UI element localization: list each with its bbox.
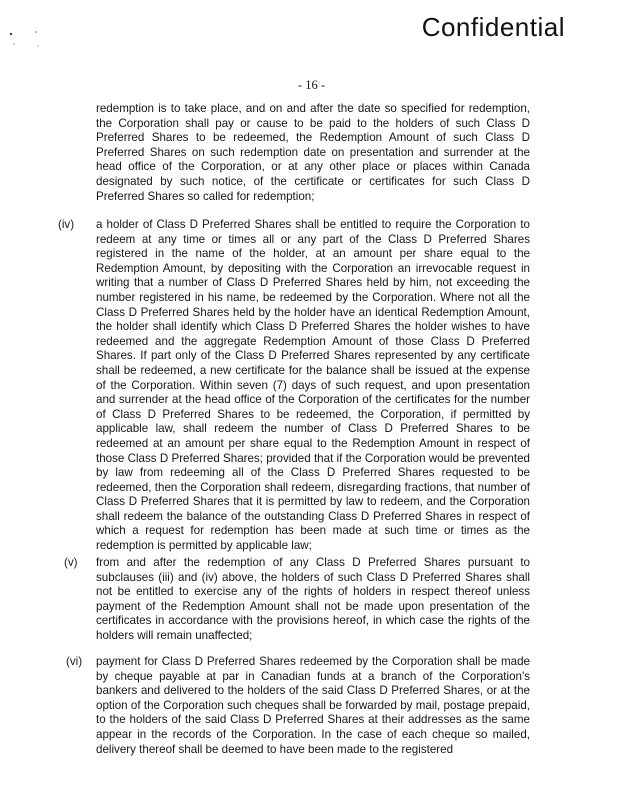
- scan-specks: [8, 30, 48, 60]
- clause-text: from and after the redemption of any Class D Preferred Shares pursuant to subclauses (iii) and (iv) above, the holders of such Class D Preferred Shares shall not be entitled to exercise any of the rights of holders in respect thereof unless payment of the Redemption Amount shall not be made upon presentation of the certificates in accordance with the provisions hereof, in which case the rights of the holders will remain unaffected;: [96, 556, 530, 642]
- clause-text: payment for Class D Preferred Shares redeemed by the Corporation shall be made by cheque payable at par in Canadian funds at a branch of the Corporation's bankers and delivered to the holders of the said Class D Preferred Shares, or at the option of the Corporation such cheques shall be forwarded by mail, postage prepaid, to the holders of the said Class D Preferred Shares at their addresses as the same appear in the records of the Corporation. In the case of each cheque so mailed, delivery thereof shall be deemed to have been made to the registered: [96, 655, 530, 756]
- clause-text: a holder of Class D Preferred Shares shall be entitled to require the Corporation to redeem at any time or times all or any part of the Class D Preferred Shares registered in the name of the holder, at an amount per share equal to the Redemption Amount, by depositing with the Corporation an irrevocable request in writing that a number of Class D Preferred Shares held by him, not exceeding the number registered in his name, be redeemed by the Corporation. Where not all the Class D Preferred Shares held by the holder have an identical Redemption Amount, the holder shall identify which Class D Preferred Shares the holder wishes to have redeemed and the aggregate Redemption Amount of those Class D Preferred Shares. If part only of the Class D Preferred Shares represented by any certificate shall be redeemed, a new certificate for the balance shall be issued at the expense of the Corporation. Within seven (7) days of such request, and upon presentation and surrender at the head office of the Corporation of the certificates for the number of Class D Preferred Shares to be redeemed, the Corporation, if permitted by applicable law, shall redeem the number of Class D Preferred Shares to be redeemed at an amount per share equal to the Redemption Amount in respect of those Class D Preferred Shares; provided that if the Corporation would be prevented by law from redeeming all of the Class D Preferred Shares requested to be redeemed, then the Corporation shall redeem, disregarding fractions, that number of Class D Preferred Shares that it is permitted by law to redeem, and the Corporation shall redeem the balance of the outstanding Class D Preferred Shares in respect of which a request for redemption has been made at such time or times as the redemption is permitted by applicable law;: [96, 218, 530, 553]
- clause-label: (vi): [66, 655, 83, 668]
- confidential-stamp: Confidential: [421, 12, 565, 42]
- continuation-paragraph: redemption is to take place, and on and after the date so specified for redemption, the Corporation shall pay or cause to be paid to the holders of such Class D Preferred Shares to be redeemed, the Redemption Amount of such Class D Preferred Shares on such redemption date on presentation and surrender at the head office of the Corporation, or at any other place or places within Canada designated by such notice, of the certificate or certificates for such Class D Preferred Shares so called for redemption;: [96, 102, 530, 203]
- clause-label: (iv): [58, 218, 75, 231]
- clause-label: (v): [64, 556, 78, 569]
- page-number: - 16 -: [297, 78, 326, 92]
